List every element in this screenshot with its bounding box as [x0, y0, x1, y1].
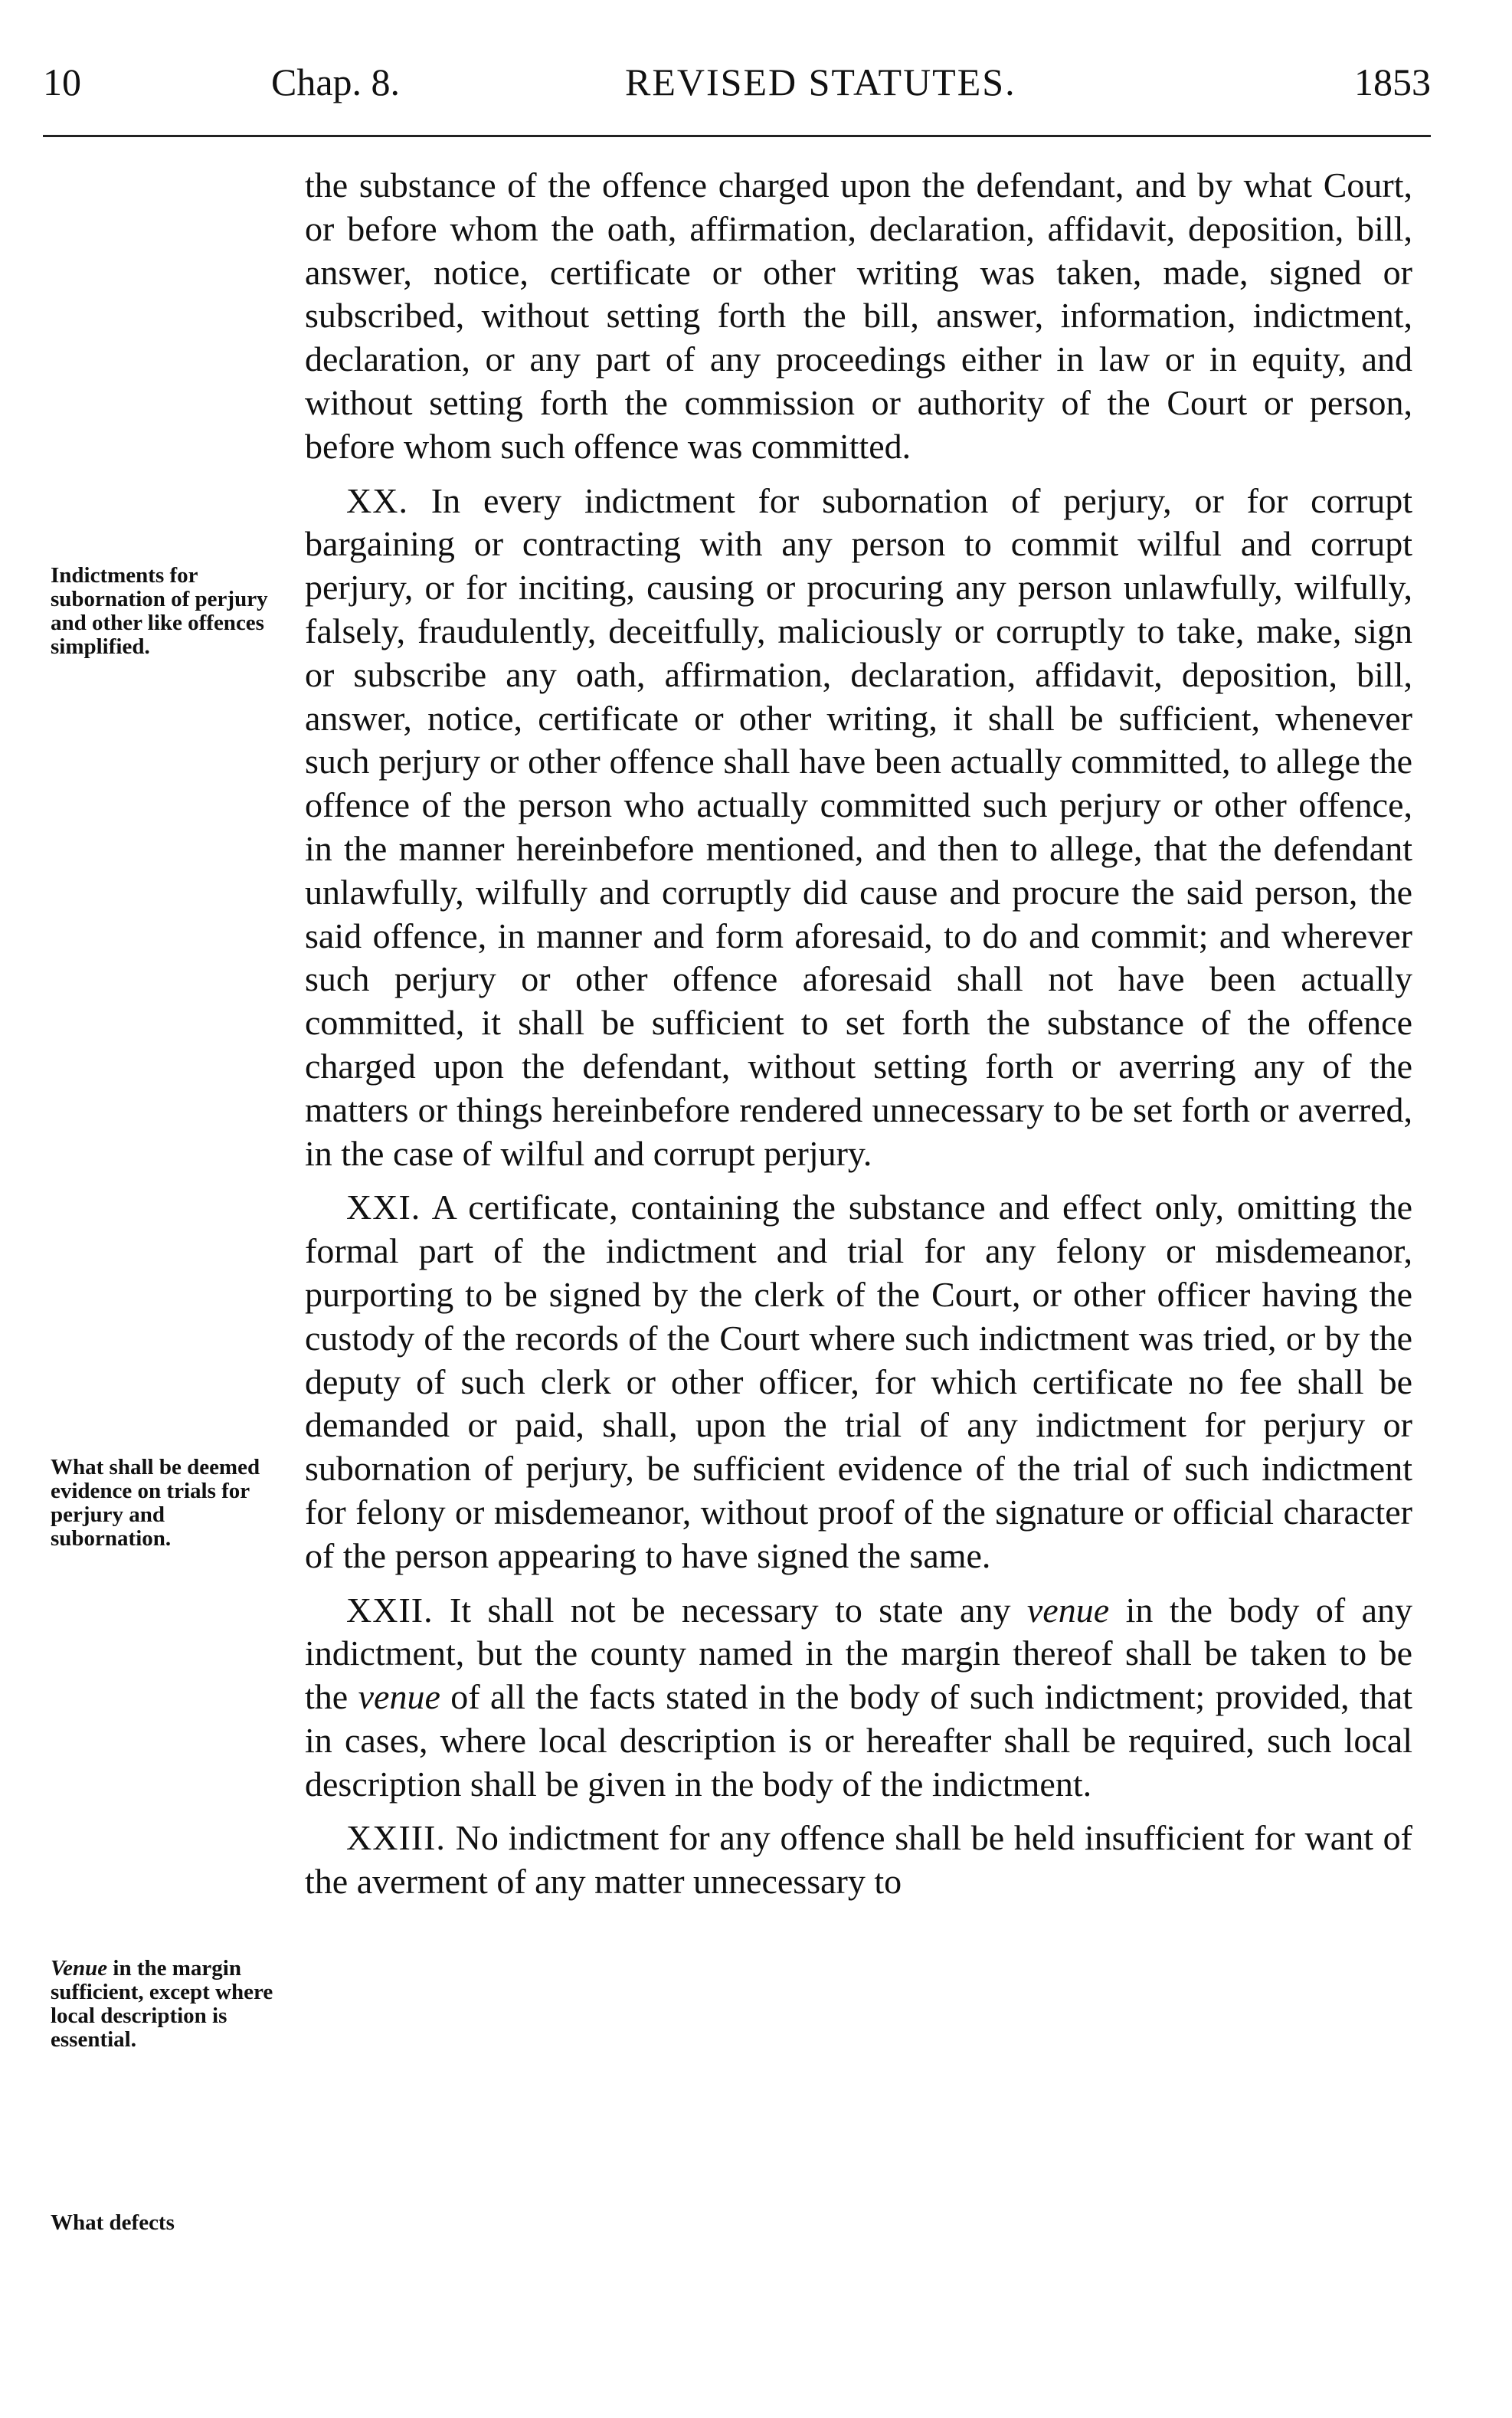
- section-number: XX.: [346, 480, 408, 520]
- margin-note-subornation: Indictments for subornation of perjury and other like offences simplified.: [51, 563, 268, 659]
- section-text: A certificate, containing the substance and effect only, omitting the formal part of the indictment and trial for any felony or misdemeanor, purporting to be signed by the clerk of the Court, or other officer having the custody of the records of the Court where such indictment was tried, or by the deputy of such clerk or other officer, for which certificate no fee shall be demanded or paid, shall, upon the trial of any indictment for perjury or subornation of perjury, be sufficient evidence of the trial of such indictment for felony or misdemeanor, without proof of the signature or official character of the person appearing to have signed the same.: [305, 1188, 1412, 1575]
- section-text: No indictment for any offence shall be held insufficient for want of the averment of any matter unnecessary to: [305, 1818, 1412, 1902]
- margin-note-defects: What defects: [51, 2210, 175, 2235]
- body-text: [305, 164, 1412, 1904]
- section-text: In every indictment for subornation of perjury, or for corrupt bargaining or contracting with any person to commit wilful and corrupt perjury, or for inciting, causing or procuring any person unlawfully, wilfully, falsely, fraudulently, deceitfully, maliciously or corruptly to take, make, sign or subscribe any oath, affirmation, declaration, affidavit, deposition, bill, answer, notice, certificate or other writing, it shall be sufficient, whenever such perjury or other offence shall have been actually committed, to allege the offence of the person who actually committed such perjury or other offence, in the manner hereinbefore mentioned, and then to allege, that the defendant unlawfully, wilfully and corruptly did cause and procure the said person, the said offence, in manner and form aforesaid, to do and commit; and wherever such perjury or other offence aforesaid shall not have been actually committed, it shall be sufficient to set forth the substance of the offence charged upon the defendant, without setting forth or averring any of the matters or things hereinbefore rendered unnecessary to be set forth or averred, in the case of wilful and corrupt perjury.: [305, 480, 1412, 1173]
- margin-note-venue-italic: Venue: [51, 1956, 108, 1981]
- header-rule: [43, 135, 1431, 137]
- margin-note-evidence: What shall be deemed evidence on trials for perjury and subornation.: [51, 1455, 260, 1551]
- section-text: of all the facts stated in the body of such indictment; provided, that in cases, where local description is or hereafter shall be required, such local description shall be given in the body of the indictment.: [305, 1677, 1413, 1804]
- page-number: 10: [43, 61, 81, 103]
- venue-italic: venue: [1026, 1590, 1110, 1630]
- continuation-paragraph: the substance of the offence charged upon the defendant, and by what Court, or before whom the oath, affirmation, declaration, affidavit, deposition, bill, answer, notice, certificate or other writing was taken, made, signed or subscribed, without setting forth the bill, answer, information, indictment, declaration, or any part of any proceedings either in law or in equity, and without setting forth the commission or authority of the Court or person, before whom such offence was committed.: [305, 165, 1412, 466]
- section-21: [305, 1186, 1412, 1578]
- section-number: XXIII.: [346, 1818, 446, 1858]
- section-22: [305, 1589, 1412, 1807]
- section-number: XXII.: [346, 1590, 434, 1630]
- section-number: XXI.: [346, 1188, 421, 1227]
- chapter-label: Chap. 8.: [271, 61, 401, 103]
- section-20: [305, 480, 1412, 1176]
- running-title: REVISED STATUTES.: [625, 61, 1016, 103]
- margin-note-venue-text: in the margin sufficient, except where local description is essential.: [51, 1956, 273, 2052]
- margin-note-venue: [51, 1957, 280, 2052]
- running-header: [43, 60, 1431, 124]
- year-label: 1853: [1354, 61, 1431, 103]
- section-text: in the body of any indictment, but the county named in the margin thereof shall be taken to be the: [305, 1590, 1412, 1717]
- venue-italic: venue: [358, 1677, 440, 1717]
- section-23: [305, 1817, 1412, 1904]
- section-text: It shall not be necessary to state any: [433, 1590, 1027, 1630]
